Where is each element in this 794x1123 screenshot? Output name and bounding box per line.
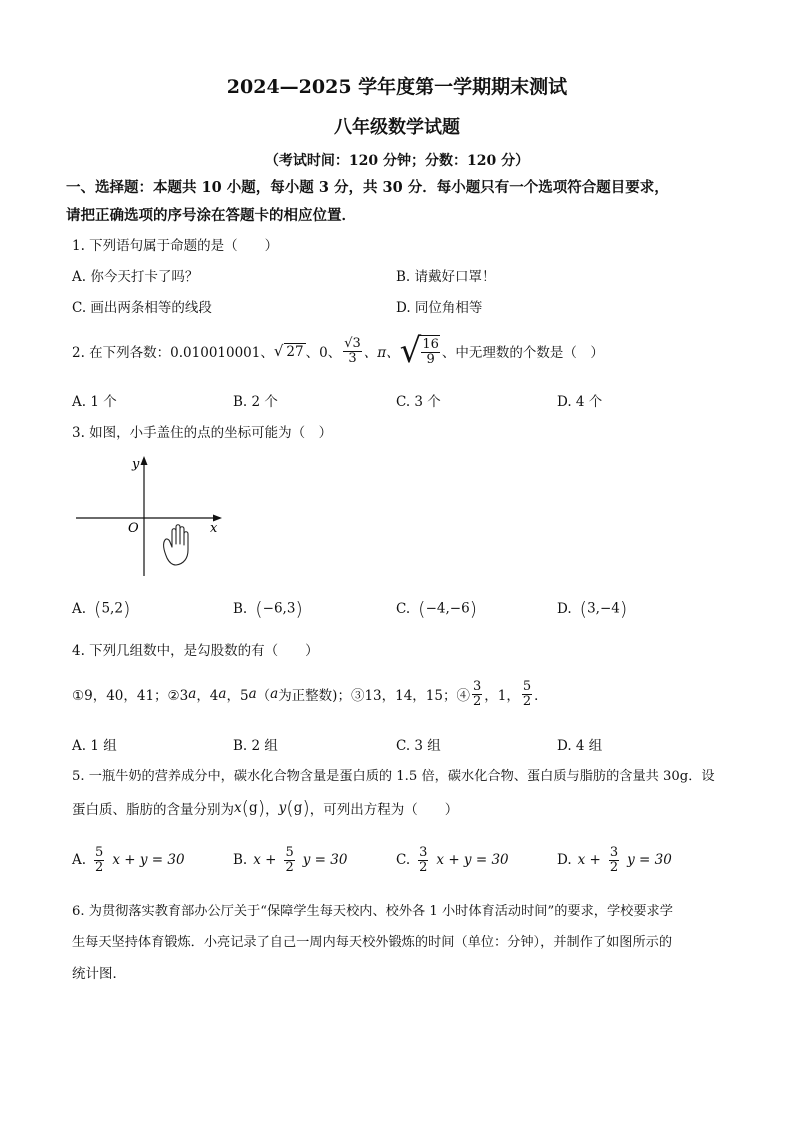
- q4-option-a: A. 1 组: [72, 738, 117, 754]
- exam-subtitle: 八年级数学试题: [334, 117, 460, 138]
- q4-fraction-5-over-2: $\frac{5}{2}$: [522, 678, 532, 709]
- q5-stem-line1: 5. 一瓶牛奶的营养成分中，碳水化合物含量是蛋白质的 1.5 倍，碳水化合物、蛋白质与脂肪的含量共 30g．设: [72, 769, 715, 784]
- q5-option-c: C. $\frac{3}{2}$ x + y = 30: [396, 844, 509, 875]
- section-heading-line2: 请把正确选项的序号涂在答题卡的相应位置．: [66, 207, 356, 224]
- hand-icon: [164, 525, 188, 565]
- q5-stem-line2: 蛋白质、脂肪的含量分别为 x ( g ) ， y ( g ) ，可列出方程为（ ）: [72, 797, 459, 819]
- q2-pi: 、π、: [363, 345, 400, 361]
- q2-zero: 、0、: [305, 345, 342, 361]
- q4-option-c: C. 3 组: [396, 738, 441, 754]
- q1-option-c: C. 画出两条相等的线段: [72, 300, 212, 316]
- q2-prefix: 2. 在下列各数：0.010010001、: [72, 345, 274, 361]
- q3-option-d: D. (3,−4): [557, 598, 628, 620]
- y-axis-label: y: [132, 457, 140, 472]
- q4-stem: 4. 下列几组数中，是勾股数的有（ ）: [72, 643, 319, 659]
- q2-suffix: 、中无理数的个数是（ ）: [441, 345, 604, 361]
- q1-option-a: A. 你今天打卡了吗？: [72, 269, 199, 285]
- q1-stem: 1. 下列语句属于命题的是（ ）: [72, 238, 279, 254]
- q2-stem: [72, 326, 604, 376]
- q4-option-d: D. 4 组: [557, 738, 603, 754]
- section-heading-line1: 一、选择题：本题共 10 小题，每小题 3 分，共 30 分．每小题只有一个选项符合题目要求，: [66, 179, 669, 196]
- q2-option-b: B. 2 个: [233, 394, 278, 410]
- q2-sqrt-16-over-9: √ $\frac{16}{9}$: [399, 331, 439, 371]
- x-axis-label: x: [210, 521, 218, 536]
- q5-option-a: A. $\frac{5}{2}$ x + y = 30: [72, 844, 185, 875]
- y-axis-arrow: [141, 456, 148, 465]
- q5-option-d: D. x + $\frac{3}{2}$ y = 30: [557, 844, 672, 875]
- q2-option-d: D. 4 个: [557, 394, 603, 410]
- q4-fraction-3-over-2: $\frac{3}{2}$: [473, 678, 482, 709]
- q6-stem-line3: 统计图．: [72, 966, 126, 982]
- exam-info: （考试时间：120 分钟；分数：120 分）: [264, 153, 530, 169]
- q2-fraction-sqrt3-over-3: $\frac{√3}{3}$: [344, 335, 361, 366]
- q2-option-a: A. 1 个: [72, 394, 117, 410]
- q1-option-d: D. 同位角相等: [396, 300, 483, 316]
- q3-option-a: A. (5,2): [72, 598, 131, 620]
- q3-option-b: B. (−6,3): [233, 598, 303, 620]
- q4-groups: ①9，40，41；②3 a ，4 a ，5 a （ a 为正整数)；③13，14，15；④ $\frac{3}{2}$ ，1， $\frac{5}{2}$ ．: [72, 678, 548, 709]
- q2-sqrt27: √ 27: [273, 342, 304, 360]
- q2-option-c: C. 3 个: [396, 394, 441, 410]
- q3-coordinate-figure: [70, 448, 230, 583]
- q1-option-b: B. 请戴好口罩！: [396, 269, 496, 285]
- exam-title: 2024—2025 学年度第一学期期末测试: [226, 76, 568, 98]
- q6-stem-line1: 6. 为贯彻落实教育部办公厅关于“保障学生每天校内、校外各 1 小时体育活动时间”的要求，学校要求学: [72, 904, 673, 919]
- q3-stem: 3. 如图，小手盖住的点的坐标可能为（ ）: [72, 425, 333, 441]
- q4-option-b: B. 2 组: [233, 738, 278, 754]
- q6-stem-line2: 生每天坚持体育锻炼．小亮记录了自己一周内每天校外锻炼的时间（单位：分钟），并制作了如图所示的: [72, 935, 673, 950]
- q5-option-b: B. x + $\frac{5}{2}$ y = 30: [233, 844, 348, 875]
- q3-option-c: C. (−4,−6): [396, 598, 478, 620]
- origin-label: O: [128, 521, 139, 536]
